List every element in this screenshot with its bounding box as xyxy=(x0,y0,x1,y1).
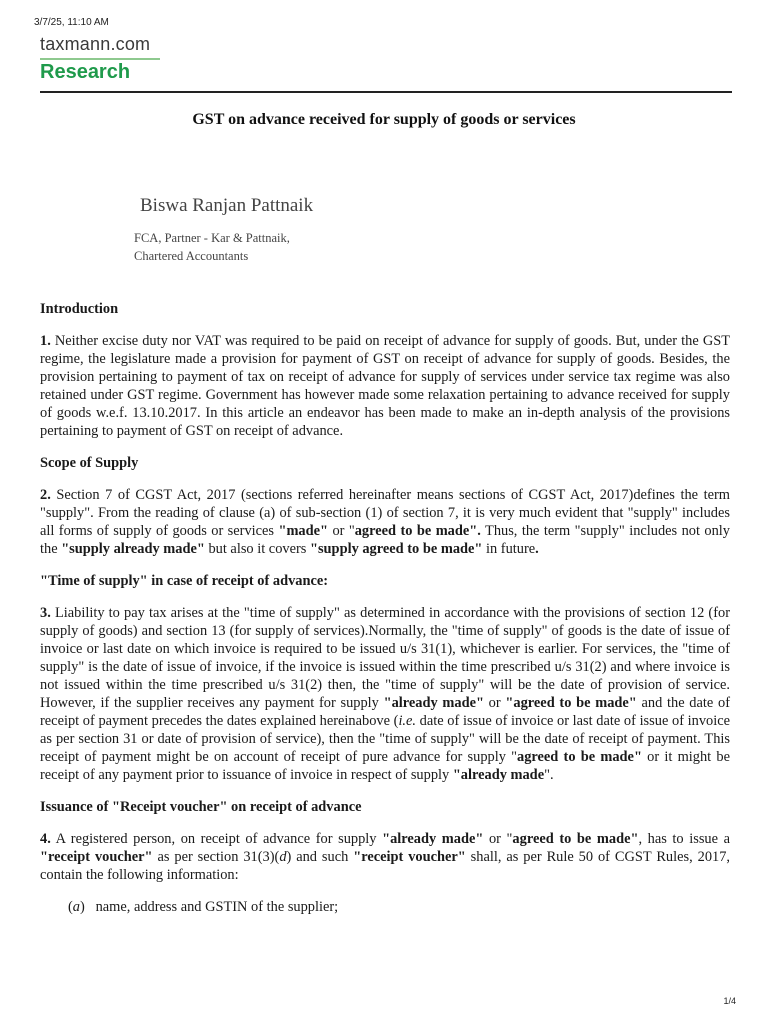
section-heading-time-of-supply: "Time of supply" in case of receipt of advance: xyxy=(40,573,329,589)
section-heading-receipt-voucher: Issuance of "Receipt voucher" on receipt of advance xyxy=(40,799,362,815)
author-role-line-2: Chartered Accountants xyxy=(134,249,249,263)
paragraph-4: 4. A registered person, on receipt of advance for supply "already made" or "agreed to be made", has to issue a "receipt voucher" as per section 31(3)(d) and such "receipt voucher" shall, as per Rule 50 of CGST Rules, 2017, contain the following information: xyxy=(40,831,731,883)
logo-research-label: Research xyxy=(40,61,131,83)
paragraph-3: 3. Liability to pay tax arises at the "time of supply" as determined in accordance with the provisions of section 12 (for supply of goods) and section 13 (for supply of services).Normally, the "time of supply" of goods is the date of issue of invoice or last date on which invoice is required to be issued u/s 31(1), whichever is earlier. For services, the "time of supply" is the date of issue of invoice, if the invoice is issued within the time prescribed u/s 31(2) and where invoice is not issued within the time prescribed u/s 31(2) then, the "time of supply" will be the date of provision of service. However, if the supplier receives any payment for supply "already made" or "agreed to be made" and the date of receipt of payment precedes the dates explained hereinabove (i.e. date of issue of invoice or last date of issue of invoice as per section 31 or date of provision of service), then the "time of supply" will be the date of receipt of payment. This receipt of payment might be on account of receipt of pure advance for supply "agreed to be made" or it might be receipt of any payment prior to issuance of invoice in respect of supply "already made". xyxy=(40,605,730,783)
print-timestamp: 3/7/25, 11:10 AM xyxy=(34,17,109,28)
logo-underline xyxy=(40,58,160,60)
list-item-a: (a) name, address and GSTIN of the supplier; xyxy=(68,899,339,915)
paragraph-2: 2. Section 7 of CGST Act, 2017 (sections referred hereinafter means sections of CGST Act, 2017)defines the term "supply". From the reading of clause (a) of sub-section (1) of section 7, it is very much evident that "supply" includes all forms of supply of goods or services "made" or "agreed to be made". Thus, the term "supply" includes not only the "supply already made" but also it covers "supply agreed to be made" in future. xyxy=(40,487,730,557)
list-item-label: a xyxy=(72,899,80,915)
paragraph-number: 3. xyxy=(40,605,51,621)
section-heading-introduction: Introduction xyxy=(40,301,119,317)
author-role-line-1: FCA, Partner - Kar & Pattnaik, xyxy=(134,231,290,245)
logo-wordmark: taxmann.com xyxy=(40,34,151,54)
header-divider xyxy=(40,91,732,93)
paragraph-number: 2. xyxy=(40,487,51,503)
paragraph-1 xyxy=(40,332,730,440)
author-designation xyxy=(134,229,290,265)
paragraph-number: 4. xyxy=(40,831,51,847)
section-heading-scope: Scope of Supply xyxy=(40,455,139,471)
article-title: GST on advance received for supply of goods or services xyxy=(192,111,576,128)
author-name: Biswa Ranjan Pattnaik xyxy=(140,195,314,216)
list-item-text: name, address and GSTIN of the supplier; xyxy=(95,899,339,915)
article-body xyxy=(40,300,730,916)
page-number: 1/4 xyxy=(723,996,736,1006)
paragraph-text: Neither excise duty nor VAT was required to be paid on receipt of advance for supply of goods. But, under the GST regime, the legislature made a provision for payment of GST on receipt of advance for supply of goods. Besides, the provision pertaining to payment of tax on receipt of advance for supply of services under service tax regime was also retained under GST regime. Government has however made some relaxation pertaining to advance received for supply of goods w.e.f. 13.10.2017. In this article an endeavor has been made to make an in-depth analysis of the provisions pertaining to payment of GST on receipt of advance. xyxy=(40,333,730,439)
taxmann-logo xyxy=(40,34,170,84)
paragraph-number: 1. xyxy=(40,333,51,349)
